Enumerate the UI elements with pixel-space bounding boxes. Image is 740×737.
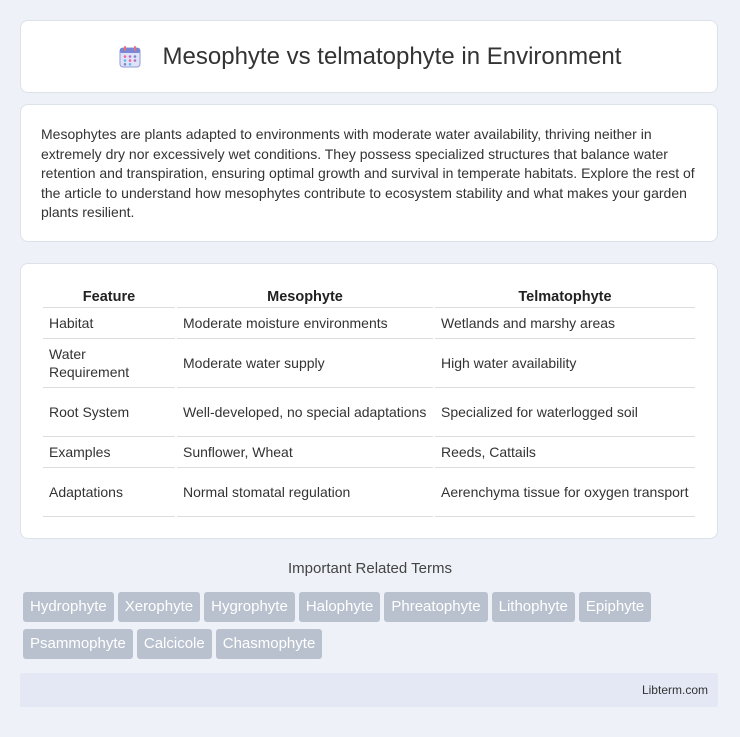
header-mesophyte: Mesophyte (177, 286, 433, 308)
header-feature: Feature (43, 286, 175, 308)
table-cell: High water availability (435, 339, 695, 388)
calendar-icon (117, 44, 143, 70)
related-terms-list (23, 592, 723, 666)
table-cell: Specialized for waterlogged soil (435, 388, 695, 437)
footer (20, 673, 718, 707)
related-term-tag[interactable]: Psammophyte (23, 629, 133, 659)
table-row (43, 339, 695, 388)
related-term-tag[interactable]: Calcicole (137, 629, 212, 659)
table-cell: Moderate water supply (177, 339, 433, 388)
related-term-tag[interactable]: Hydrophyte (23, 592, 114, 622)
table-cell: Adaptations (43, 468, 175, 517)
table-cell: Habitat (43, 308, 175, 339)
intro-card (20, 104, 718, 242)
table-cell: Sunflower, Wheat (177, 437, 433, 468)
footer-site-link[interactable]: Libterm.com (641, 683, 708, 697)
intro-paragraph: Mesophytes are plants adapted to environments with moderate water availability, thriving neither in extremely dry nor excessively wet conditions. They possess specialized structures that balance water retention and transpiration, ensuring optimal growth and survival in temperate habitats. Explore the rest of the article to understand how mesophytes contribute to ecosystem stability and what makes your garden plants resilient. (41, 126, 695, 220)
related-term-tag[interactable]: Phreatophyte (384, 592, 487, 622)
related-term-tag[interactable]: Hygrophyte (204, 592, 295, 622)
table-row (43, 468, 695, 517)
related-term-tag[interactable]: Chasmophyte (216, 629, 323, 659)
table-cell: Examples (43, 437, 175, 468)
table-cell: Wetlands and marshy areas (435, 308, 695, 339)
table-cell: Well-developed, no special adaptations (177, 388, 433, 437)
comparison-table-card (20, 263, 718, 539)
header-telmatophyte: Telmatophyte (435, 286, 695, 308)
related-term-tag[interactable]: Halophyte (299, 592, 381, 622)
table-cell: Reeds, Cattails (435, 437, 695, 468)
table-cell: Water Requirement (43, 339, 175, 388)
table-header-row (43, 286, 695, 308)
comparison-table (41, 286, 697, 517)
header-card (20, 20, 718, 93)
table-cell: Normal stomatal regulation (177, 468, 433, 517)
table-row (43, 388, 695, 437)
related-term-tag[interactable]: Epiphyte (579, 592, 651, 622)
table-row (43, 308, 695, 339)
related-term-tag[interactable]: Xerophyte (118, 592, 200, 622)
page-title: Mesophyte vs telmatophyte in Environment (162, 42, 622, 70)
table-cell: Moderate moisture environments (177, 308, 433, 339)
related-term-tag[interactable]: Lithophyte (492, 592, 575, 622)
table-cell: Aerenchyma tissue for oxygen transport (435, 468, 695, 517)
table-cell: Root System (43, 388, 175, 437)
related-terms-title: Important Related Terms (288, 560, 452, 577)
table-row (43, 437, 695, 468)
